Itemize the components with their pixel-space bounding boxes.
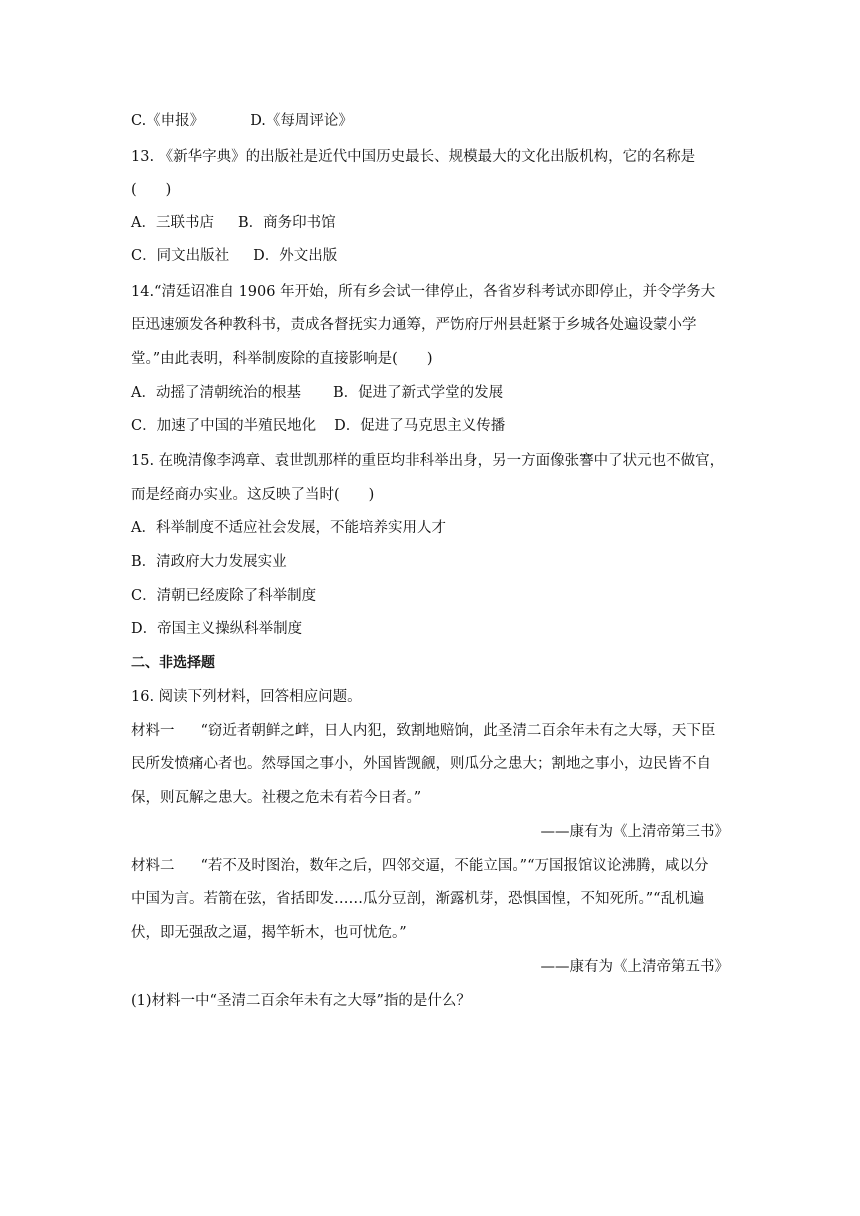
- material-2-text: “若不及时图治，数年之后，四邻交逼，不能立国。”“万国报馆议论沸腾，咸以分: [200, 858, 709, 874]
- q12-options-cd: [131, 111, 729, 131]
- material-1-line-1: [131, 721, 729, 741]
- question-14-line-1: 14.“清廷诏准自 1906 年开始，所有乡会试一律停止，各省岁科考试亦即停止，并令学务大: [131, 284, 716, 300]
- q15-option-d: D．帝国主义操纵科举制度: [131, 621, 303, 637]
- option-c: C.《申报》: [131, 113, 205, 129]
- question-15-line-1: 15. 在晚清像李鸿章、袁世凯那样的重臣均非科举出身，另一方面像张謇中了状元也不做官，: [131, 453, 725, 469]
- q13-options-cd: [131, 246, 729, 266]
- material-2-source: ——康有为《上清帝第五书》: [540, 959, 729, 975]
- material-2-line-2: 中国为言。若箭在弦，省括即发……瓜分豆剖，渐露机芽，恐惧国惶，不知死所。”“乱机遍: [131, 891, 705, 907]
- question-13-line-2: ( ): [131, 182, 172, 198]
- question-14-line-3: 堂。”由此表明，科举制废除的直接影响是( ): [131, 351, 433, 367]
- q13-options-ab: [131, 213, 729, 233]
- option-d: D．促进了马克思主义传播: [334, 418, 506, 434]
- material-1-label: 材料一: [131, 723, 175, 739]
- material-1-line-2: 民所发愤痛心者也。然辱国之事小，外国皆觊觎，则瓜分之患大；割地之事小，边民皆不自: [131, 756, 711, 772]
- material-1-source: ——康有为《上清帝第三书》: [540, 824, 729, 840]
- question-15-line-2: 而是经商办实业。这反映了当时( ): [131, 487, 375, 503]
- q15-option-b: B．清政府大力发展实业: [131, 554, 287, 570]
- option-d: D.《每周评论》: [250, 113, 353, 129]
- material-2-label: 材料二: [131, 858, 175, 874]
- option-b: B．促进了新式学堂的发展: [332, 385, 504, 401]
- option-d: D．外文出版: [253, 248, 338, 264]
- q15-option-a: A．科举制度不适应社会发展，不能培养实用人才: [131, 520, 446, 536]
- material-2-line-3: 伏，即无强敌之逼，揭竿斩木，也可忧危。”: [131, 925, 407, 941]
- question-16-part-1: (1)材料一中“圣清二百余年未有之大辱”指的是什么？: [131, 993, 471, 1009]
- option-a: A．动摇了清朝统治的根基: [131, 385, 301, 401]
- material-2-line-1: [131, 856, 729, 876]
- option-c: C．加速了中国的半殖民地化: [131, 418, 317, 434]
- question-13-line-1: 13. 《新华字典》的出版社是近代中国历史最长、规模最大的文化出版机构，它的名称是: [131, 149, 696, 165]
- material-1-text: “窃近者朝鲜之衅，日人内犯，致割地赔饷，此圣清二百余年未有之大辱，天下臣: [200, 723, 716, 739]
- option-c: C．同文出版社: [131, 248, 230, 264]
- option-a: A．三联书店: [131, 215, 214, 231]
- q15-option-c: C．清朝已经废除了科举制度: [131, 588, 317, 604]
- section-heading: 二、非选择题: [131, 655, 215, 671]
- q14-options-ab: [131, 383, 729, 403]
- question-16: 16. 阅读下列材料，回答相应问题。: [131, 689, 362, 705]
- question-14-line-2: 臣迅速颁发各种教科书，责成各督抚实力通筹，严饬府厅州县赶紧于乡城各处遍设蒙小学: [131, 317, 697, 333]
- material-1-line-3: 保，则瓦解之患大。社稷之危未有若今日者。”: [131, 790, 422, 806]
- q14-options-cd: [131, 416, 729, 436]
- option-b: B．商务印书馆: [237, 215, 336, 231]
